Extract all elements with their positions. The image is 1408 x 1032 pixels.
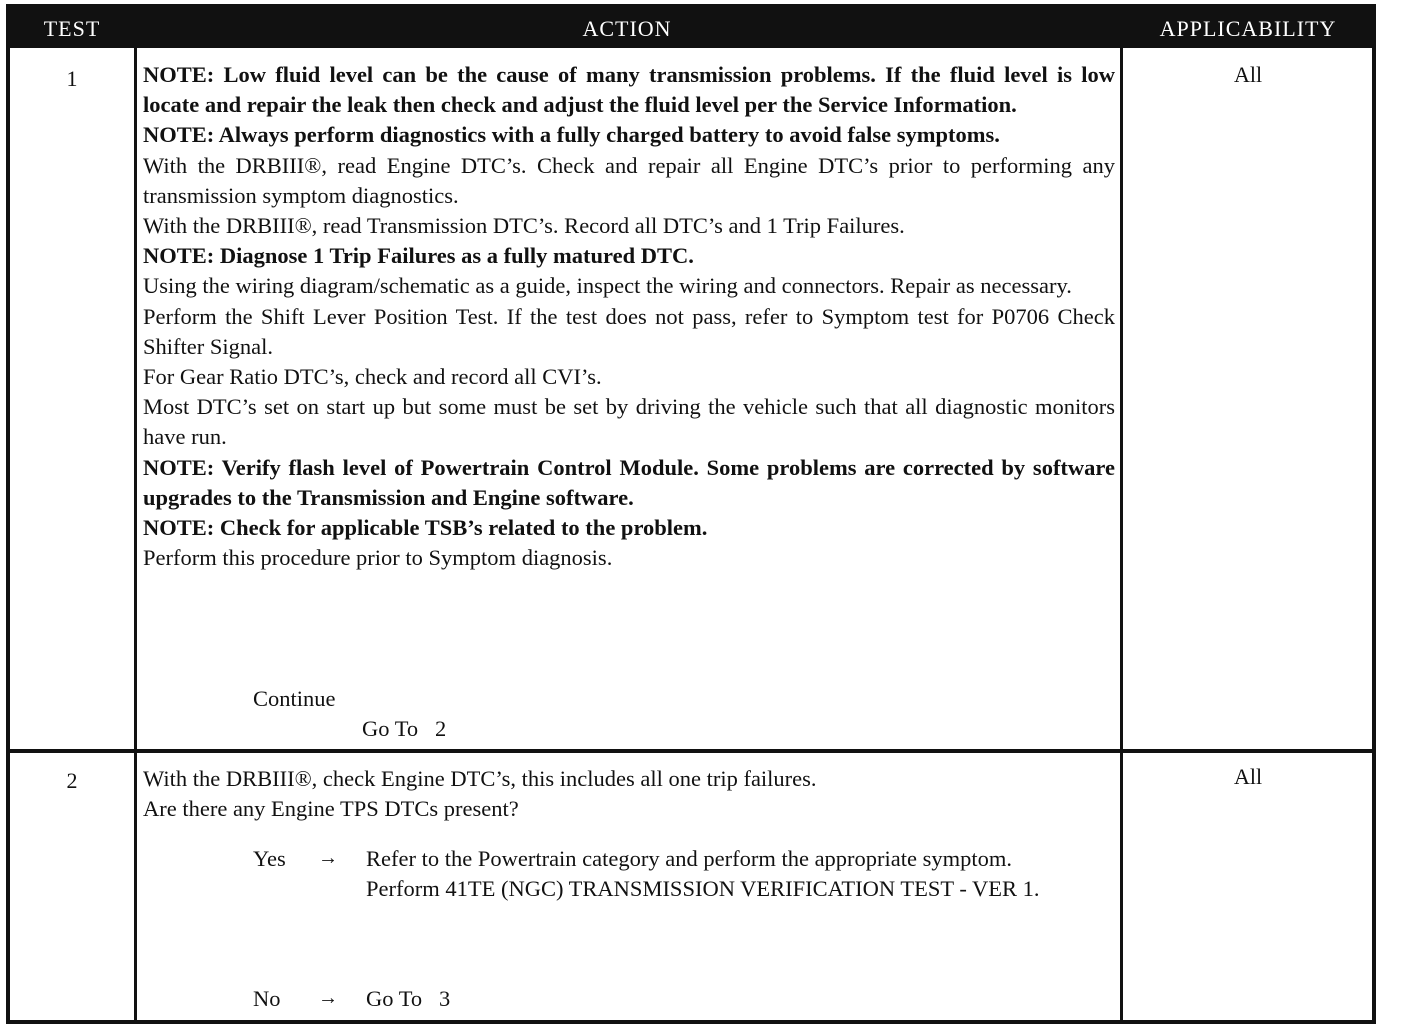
header-action: ACTION bbox=[582, 16, 672, 41]
yes-label: Yes bbox=[253, 846, 286, 871]
row-divider bbox=[10, 749, 1372, 753]
step-shift-lever: Perform the Shift Lever Position Test. If the test does not pass, refer to Symptom test for P0706 Check Shifter Signal. bbox=[143, 303, 1115, 359]
note-trip-failures: NOTE: Diagnose 1 Trip Failures as a fully matured DTC. bbox=[143, 243, 694, 269]
applicability-2: All bbox=[1233, 764, 1263, 789]
column-divider bbox=[134, 48, 137, 1024]
step-gear-ratio: For Gear Ratio DTC’s, check and record all CVI’s. bbox=[143, 364, 602, 390]
column-divider bbox=[1120, 48, 1123, 1024]
no-label: No bbox=[253, 986, 281, 1011]
no-arrow-icon: → bbox=[318, 987, 338, 1009]
goto-step-3: Go To 3 bbox=[366, 986, 451, 1011]
note-tsb: NOTE: Check for applicable TSB’s related to the problem. bbox=[143, 515, 708, 541]
note-low-fluid: NOTE: Low fluid level can be the cause of many transmission problems. If the fluid level is low locate and repair the leak then check and adjust the fluid level per the Service Information. bbox=[143, 62, 1115, 118]
note-flash-level: NOTE: Verify flash level of Powertrain Control Module. Some problems are corrected by software upgrades to the Transmission and Engine software. bbox=[143, 454, 1115, 510]
step-wiring: Using the wiring diagram/schematic as a guide, inspect the wiring and connectors. Repair as necessary. bbox=[143, 273, 1072, 299]
action-text-2 bbox=[143, 764, 1115, 824]
step-perform-first: Perform this procedure prior to Symptom diagnosis. bbox=[143, 545, 613, 571]
test-number-1: 1 bbox=[66, 66, 78, 91]
step-engine-dtc: With the DRBIII®, read Engine DTC’s. Check and repair all Engine DTC’s prior to performing any transmission symptom diagnostics. bbox=[143, 152, 1115, 208]
step-monitors: Most DTC’s set on start up but some must be set by driving the vehicle such that all diagnostic monitors have run. bbox=[143, 394, 1115, 450]
yes-branch-text bbox=[366, 844, 1116, 904]
yes-arrow-icon: → bbox=[318, 847, 338, 869]
header-applicability: APPLICABILITY bbox=[1159, 16, 1337, 41]
header-test: TEST bbox=[43, 16, 101, 41]
step-transmission-dtc: With the DRBIII®, read Transmission DTC’s. Record all DTC’s and 1 Trip Failures. bbox=[143, 213, 905, 239]
applicability-1: All bbox=[1233, 62, 1263, 87]
action-text-1 bbox=[143, 60, 1115, 573]
note-battery: NOTE: Always perform diagnostics with a fully charged battery to avoid false symptoms. bbox=[143, 122, 1000, 148]
table-header bbox=[10, 8, 1372, 48]
yes-step-verification: Perform 41TE (NGC) TRANSMISSION VERIFICATION TEST - VER 1. bbox=[366, 876, 1040, 901]
continue-label: Continue bbox=[253, 686, 336, 711]
yes-step-powertrain: Refer to the Powertrain category and perform the appropriate symptom. bbox=[366, 846, 1013, 871]
diagnostic-table bbox=[6, 4, 1376, 1024]
question-tps-dtc: Are there any Engine TPS DTCs present? bbox=[143, 796, 519, 822]
test-number-2: 2 bbox=[66, 768, 78, 793]
goto-step-2: Go To 2 bbox=[362, 716, 447, 741]
step-check-engine-dtc: With the DRBIII®, check Engine DTC’s, this includes all one trip failures. bbox=[143, 766, 817, 791]
